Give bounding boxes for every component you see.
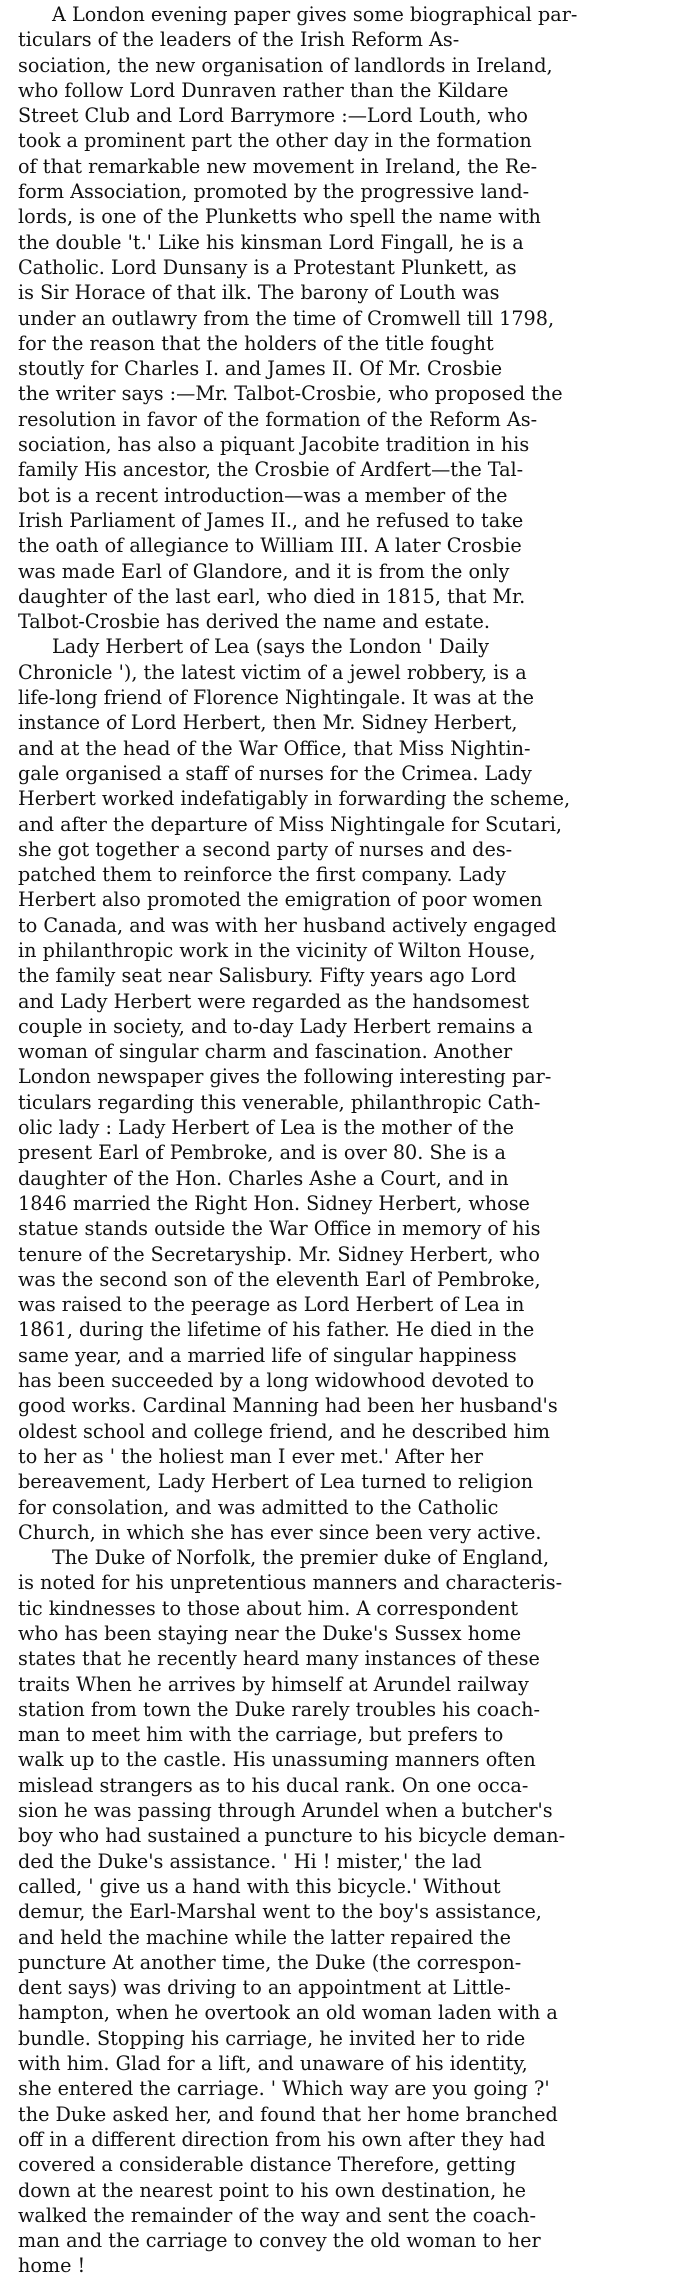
text-line: of that remarkable new movement in Ireland, the Re-: [18, 154, 538, 178]
text-line: off in a different direction from his own after they had: [18, 2127, 546, 2151]
text-line: The Duke of Norfolk, the premier duke of England,: [52, 1546, 550, 1570]
text-line: Herbert also promoted the emigration of poor women: [18, 888, 543, 912]
text-line: to Canada, and was with her husband actively engaged: [18, 913, 557, 937]
text-line: ticulars of the leaders of the Irish Reform As-: [18, 28, 460, 52]
text-line: walked the remainder of the way and sent the coach-: [18, 2203, 536, 2227]
text-line: for the reason that the holders of the title fought: [18, 331, 494, 355]
text-line: the Duke asked her, and found that her home branched: [18, 2102, 558, 2126]
text-line: took a prominent part the other day in the formation: [18, 129, 532, 153]
text-line: form Association, promoted by the progressive land-: [18, 180, 530, 204]
text-line: has been succeeded by a long widowhood devoted to: [18, 1369, 535, 1393]
text-line: who has been staying near the Duke's Sussex home: [18, 1622, 522, 1645]
text-line: daughter of the last earl, who died in 1815, that Mr.: [18, 584, 526, 608]
text-line: traits When he arrives by himself at Arundel railway: [18, 1672, 529, 1696]
article-paragraph: [18, 2, 678, 634]
text-line: Chronicle '), the latest victim of a jewel robbery, is a: [18, 660, 527, 684]
text-line: and at the head of the War Office, that Miss Nightin-: [18, 736, 531, 760]
text-line: and held the machine while the latter repaired the: [18, 1925, 511, 1949]
text-line: demur, the Earl-Marshal went to the boy's assistance,: [18, 1900, 542, 1924]
text-line: family His ancestor, the Crosbie of Ardfert—the Tal-: [18, 458, 524, 482]
article-paragraph: [18, 634, 678, 1545]
text-line: the oath of allegiance to William III. A later Crosbie: [18, 534, 522, 558]
text-line: daughter of the Hon. Charles Ashe a Court, and in: [18, 1166, 509, 1190]
text-line: home !: [18, 2254, 86, 2278]
text-line: is noted for his unpretentious manners and characteris-: [18, 1571, 563, 1595]
text-line: 1861, during the lifetime of his father. He died in the: [18, 1318, 535, 1342]
text-line: the double 't.' Like his kinsman Lord Fingall, he is a: [18, 230, 524, 254]
text-line: resolution in favor of the formation of the Reform As-: [18, 407, 538, 431]
text-line: sion he was passing through Arundel when a butcher's: [18, 1799, 553, 1823]
text-line: life-long friend of Florence Nightingale. It was at the: [18, 686, 535, 710]
text-line: Street Club and Lord Barrymore :—Lord Louth, who: [18, 104, 528, 128]
text-line: the writer says :—Mr. Talbot-Crosbie, who proposed the: [18, 382, 563, 406]
text-line: was made Earl of Glandore, and it is from the only: [18, 559, 510, 583]
text-line: and after the departure of Miss Nightingale for Scutari,: [18, 812, 562, 836]
text-line: called, ' give us a hand with this bicycle.' Without: [18, 1874, 501, 1898]
text-line: was the second son of the eleventh Earl of Pembroke,: [18, 1267, 541, 1291]
text-line: couple in society, and to-day Lady Herbert remains a: [18, 1014, 533, 1038]
text-line: man to meet him with the carriage, but prefers to: [18, 1723, 504, 1747]
text-line: and Lady Herbert were regarded as the handsomest: [18, 989, 530, 1013]
text-line: walk up to the castle. His unassuming manners often: [18, 1748, 536, 1772]
text-line: oldest school and college friend, and he described him: [18, 1419, 550, 1443]
text-line: was raised to the peerage as Lord Herbert of Lea in: [18, 1293, 525, 1317]
text-line: dent says) was driving to an appointment at Little-: [18, 1976, 511, 2000]
text-line: woman of singular charm and fascination. Another: [18, 1040, 513, 1064]
text-line: Church, in which she has ever since been very active.: [18, 1520, 542, 1544]
text-line: sociation, the new organisation of landlords in Ireland,: [18, 53, 553, 77]
text-line: who follow Lord Dunraven rather than the Kildare: [18, 78, 509, 102]
text-line: is Sir Horace of that ilk. The barony of Louth was: [18, 281, 500, 305]
text-line: sociation, has also a piquant Jacobite tradition in his: [18, 433, 530, 457]
text-line: same year, and a married life of singular happiness: [18, 1343, 517, 1367]
text-line: Irish Parliament of James II., and he refused to take: [18, 508, 524, 532]
text-line: with him. Glad for a lift, and unaware of his identity,: [18, 2052, 528, 2076]
text-line: hampton, when he overtook an old woman laden with a: [18, 2001, 558, 2025]
text-line: man and the carriage to convey the old woman to her: [18, 2229, 541, 2253]
text-line: Talbot-Crosbie has derived the name and estate.: [18, 610, 490, 634]
text-line: patched them to reinforce the first company. Lady: [18, 863, 506, 887]
text-line: tenure of the Secretaryship. Mr. Sidney Herbert, who: [18, 1242, 540, 1266]
text-line: London newspaper gives the following interesting par-: [18, 1065, 552, 1089]
text-line: tic kindnesses to those about him. A correspondent: [18, 1596, 519, 1620]
text-line: 1846 married the Right Hon. Sidney Herbert, whose: [18, 1191, 530, 1215]
article-column: [18, 2, 678, 2279]
text-line: for consolation, and was admitted to the Catholic: [18, 1495, 499, 1519]
text-line: present Earl of Pembroke, and is over 80. She is a: [18, 1141, 506, 1165]
text-line: the family seat near Salisbury. Fifty years ago Lord: [18, 964, 517, 988]
text-line: stoutly for Charles I. and James II. Of Mr. Crosbie: [18, 357, 503, 381]
text-line: lords, is one of the Plunketts who spell the name with: [18, 205, 541, 229]
text-line: under an outlawry from the time of Cromwell till 1798,: [18, 306, 555, 330]
text-line: she entered the carriage. ' Which way are you going ?': [18, 2077, 550, 2101]
text-line: Herbert worked indefatigably in forwarding the scheme,: [18, 787, 571, 811]
text-line: she got together a second party of nurses and des-: [18, 837, 513, 861]
text-line: states that he recently heard many instances of these: [18, 1647, 540, 1671]
article-paragraph: [18, 1545, 678, 2279]
text-line: boy who had sustained a puncture to his bicycle deman-: [18, 1824, 566, 1848]
text-line: station from town the Duke rarely troubles his coach-: [18, 1697, 540, 1721]
text-line: puncture At another time, the Duke (the correspon-: [18, 1950, 522, 1974]
text-line: Catholic. Lord Dunsany is a Protestant Plunkett, as: [18, 255, 517, 279]
text-line: ded the Duke's assistance. ' Hi ! mister,' the lad: [18, 1849, 482, 1873]
text-line: statue stands outside the War Office in memory of his: [18, 1217, 541, 1241]
text-line: bereavement, Lady Herbert of Lea turned to religion: [18, 1470, 534, 1494]
text-line: in philanthropic work in the vicinity of Wilton House,: [18, 938, 536, 962]
text-line: mislead strangers as to his ducal rank. On one occa-: [18, 1773, 529, 1797]
text-line: bundle. Stopping his carriage, he invited her to ride: [18, 2026, 526, 2050]
text-line: covered a considerable distance Therefore, getting: [18, 2153, 516, 2177]
text-line: Lady Herbert of Lea (says the London ' Daily: [52, 635, 490, 659]
text-line: bot is a recent introduction—was a member of the: [18, 483, 508, 507]
text-line: good works. Cardinal Manning had been her husband's: [18, 1394, 558, 1418]
text-line: instance of Lord Herbert, then Mr. Sidney Herbert,: [18, 711, 518, 735]
text-line: gale organised a staff of nurses for the Crimea. Lady: [18, 761, 532, 785]
text-line: ticulars regarding this venerable, philanthropic Cath-: [18, 1090, 541, 1114]
text-line: to her as ' the holiest man I ever met.' After her: [18, 1444, 483, 1468]
text-line: down at the nearest point to his own destination, he: [18, 2178, 526, 2202]
text-line: olic lady : Lady Herbert of Lea is the mother of the: [18, 1116, 514, 1140]
text-line: A London evening paper gives some biographical par-: [52, 3, 578, 26]
